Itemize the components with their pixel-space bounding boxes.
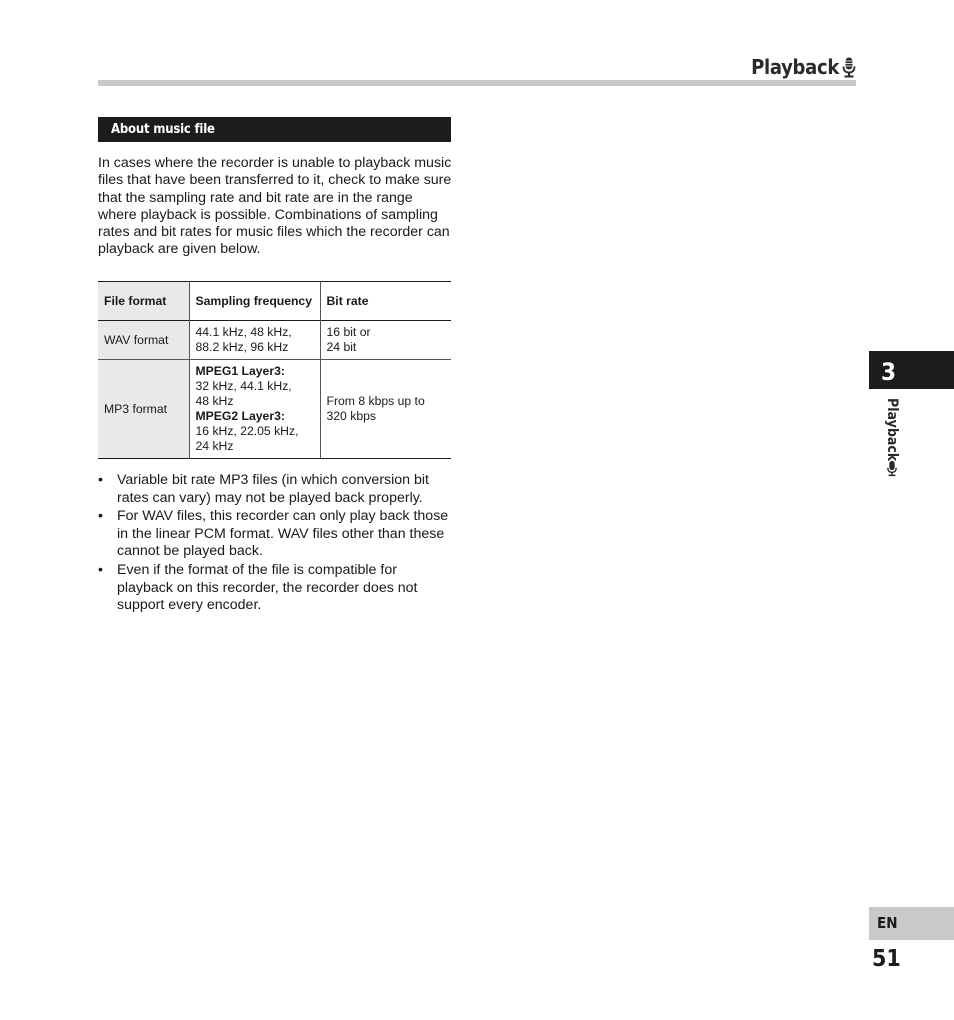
page-number: 51 (872, 946, 901, 972)
header-rule (98, 80, 856, 86)
cell-mp3-sampling (189, 360, 320, 459)
wav-sampling-line1: 44.1 kHz, 48 kHz, (195, 325, 292, 339)
page-header-title (700, 52, 856, 82)
chapter-label-text: Playback (884, 398, 900, 462)
wav-bitrate-line2: 24 bit (326, 340, 357, 354)
mpeg1-line2: 48 kHz (195, 394, 234, 408)
mpeg1-label: MPEG1 Layer3: (195, 364, 285, 378)
section-title: About music file (98, 117, 451, 142)
bullet: • (98, 508, 103, 525)
microphone-icon (887, 461, 898, 477)
bullet: • (98, 472, 103, 488)
mpeg2-label: MPEG2 Layer3: (195, 409, 285, 423)
mp3-bitrate-line2: 320 kbps (326, 409, 376, 423)
table-row (98, 321, 451, 360)
wav-bitrate-line1: 16 bit or (326, 325, 371, 339)
notes-list (98, 472, 453, 616)
microphone-icon (842, 57, 856, 78)
note-text: Even if the format of the file is compatible for playback on this recorder, the recorder does not support every encoder. (117, 561, 418, 614)
cell-mp3-bitrate (320, 360, 451, 459)
note-text: Variable bit rate MP3 files (in which conversion bit rates can vary) may not be played back properly. (117, 472, 429, 506)
cell-wav-sampling (189, 321, 320, 360)
mp3-bitrate-line1: From 8 kbps up to (326, 394, 425, 408)
header-bit-rate: Bit rate (326, 293, 369, 308)
table-header-row (98, 282, 451, 321)
table-row (98, 360, 451, 459)
mpeg1-line1: 32 kHz, 44.1 kHz, (195, 379, 292, 393)
bullet: • (98, 561, 103, 578)
cell-wav-format: WAV format (98, 321, 189, 360)
header-file-format: File format (98, 282, 189, 321)
mpeg2-line1: 16 kHz, 22.05 kHz, (195, 424, 299, 438)
intro-paragraph: In cases where the recorder is unable to playback music files that have been transferred to it, check to make sure that the sampling rate and bit rate are in the range where playback is possible. Combinations of sampling rates and bit rates for music files which the recorder can playback are given below. (98, 155, 452, 258)
header-title-text: Playback (751, 55, 839, 79)
cell-mp3-format: MP3 format (98, 360, 189, 459)
chapter-side-label (880, 398, 902, 476)
wav-sampling-line2: 88.2 kHz, 96 kHz (195, 340, 289, 354)
list-item (98, 562, 453, 615)
music-format-table (98, 281, 451, 459)
note-text: For WAV files, this recorder can only play back those in the linear PCM format. WAV files other than these cannot be played back. (117, 508, 449, 560)
language-tab: EN (869, 907, 954, 940)
chapter-tab: 3 (869, 351, 954, 389)
list-item (98, 508, 453, 561)
mpeg2-line2: 24 kHz (195, 439, 234, 453)
list-item (98, 472, 453, 507)
cell-wav-bitrate (320, 321, 451, 360)
header-sampling-frequency: Sampling frequency (189, 282, 320, 321)
